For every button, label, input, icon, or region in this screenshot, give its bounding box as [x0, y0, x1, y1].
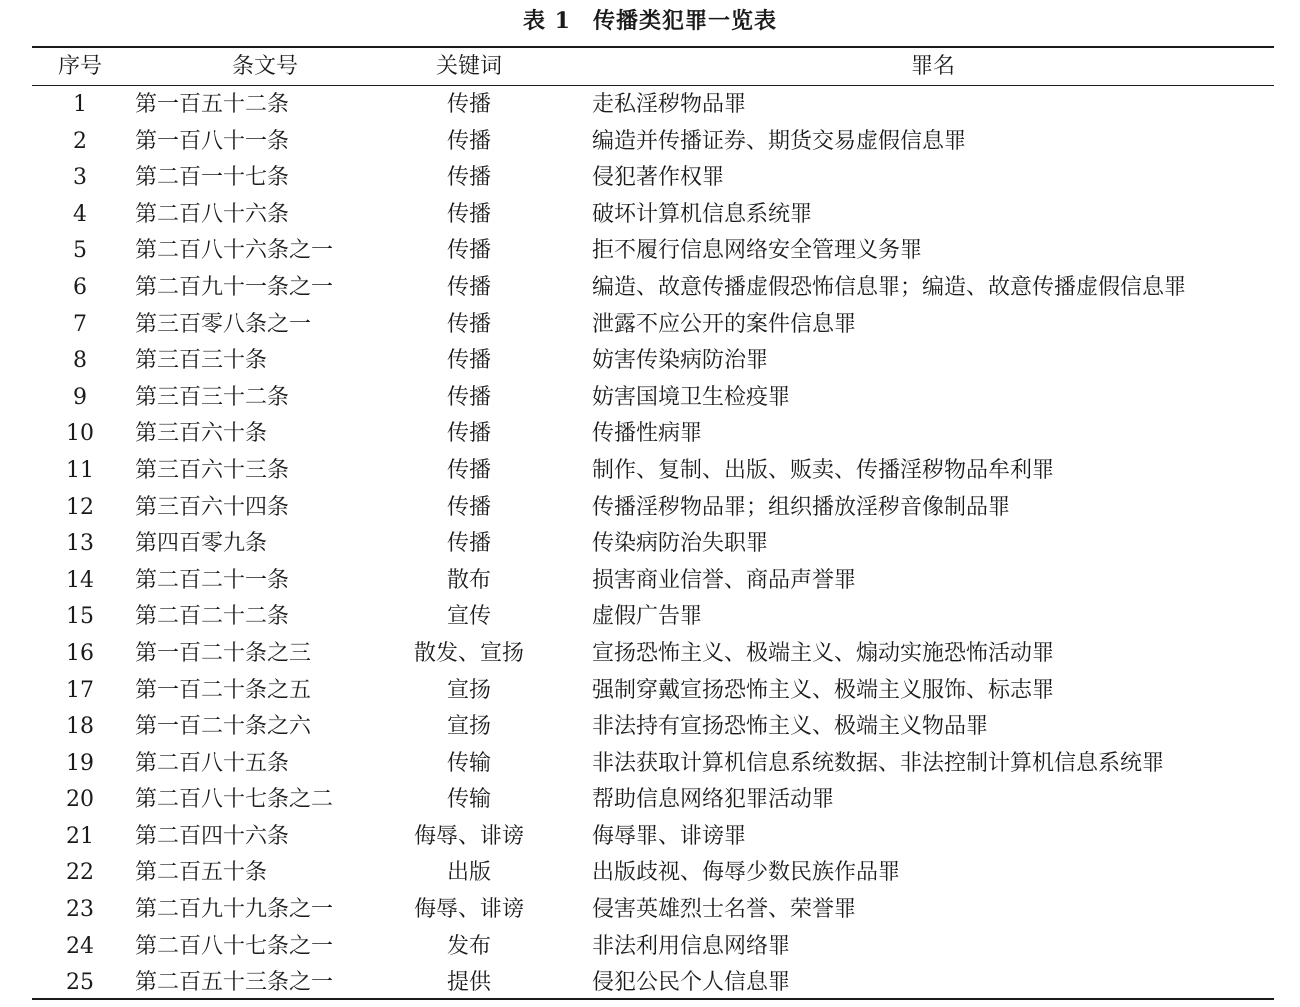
- cell-serial-number: 16: [66, 640, 94, 666]
- cell-crime-name: 侮辱罪、诽谤罪: [592, 823, 747, 849]
- cell-keyword: 散布: [446, 567, 491, 593]
- cell-article-number: 第二百八十六条: [135, 201, 290, 227]
- cell-article-number: 第二百一十七条: [135, 165, 290, 191]
- cell-keyword: 传输: [446, 787, 491, 813]
- table-number: 表 1: [523, 8, 571, 34]
- table-row: [32, 563, 1274, 600]
- cell-serial-number: 20: [66, 787, 94, 813]
- cell-keyword: 侮辱、诽谤: [413, 897, 524, 923]
- cell-serial-number: 11: [66, 457, 94, 483]
- cell-serial-number: 23: [66, 897, 94, 923]
- cell-article-number: 第三百三十条: [135, 348, 268, 374]
- cell-crime-name: 帮助信息网络犯罪活动罪: [592, 787, 835, 813]
- header-crime-name: 罪名: [910, 54, 955, 79]
- cell-article-number: 第二百二十一条: [135, 567, 290, 593]
- cell-crime-name: 制作、复制、出版、贩卖、传播淫秽物品牟利罪: [592, 457, 1055, 483]
- cell-serial-number: 5: [73, 238, 87, 264]
- cell-serial-number: 3: [73, 165, 87, 191]
- table-row: [32, 233, 1274, 270]
- cell-keyword: 传播: [446, 274, 491, 300]
- cell-crime-name: 宣扬恐怖主义、极端主义、煽动实施恐怖活动罪: [592, 640, 1055, 666]
- cell-article-number: 第三百六十三条: [135, 457, 290, 483]
- table-row: [32, 782, 1274, 819]
- cell-serial-number: 14: [66, 567, 94, 593]
- cell-crime-name: 出版歧视、侮辱少数民族作品罪: [592, 860, 901, 886]
- cell-crime-name: 非法利用信息网络罪: [592, 933, 791, 959]
- table-row: [32, 160, 1274, 197]
- table-row: [32, 270, 1274, 307]
- cell-article-number: 第二百九十九条之一: [135, 897, 334, 923]
- cell-crime-name: 走私淫秽物品罪: [592, 92, 747, 117]
- cell-keyword: 侮辱、诽谤: [413, 823, 524, 849]
- cell-serial-number: 17: [66, 677, 94, 703]
- cell-crime-name: 传播性病罪: [592, 421, 703, 447]
- cell-crime-name: 侵害英雄烈士名誉、荣誉罪: [592, 897, 857, 923]
- cell-serial-number: 8: [73, 348, 87, 374]
- table-top-rule: [32, 46, 1274, 48]
- cell-keyword: 传播: [446, 421, 491, 447]
- table-title: 传播类犯罪一览表: [592, 8, 777, 34]
- cell-keyword: 传播: [446, 238, 491, 264]
- table-body: [32, 87, 1274, 1002]
- cell-crime-name: 妨害国境卫生检疫罪: [592, 384, 791, 410]
- table-row: [32, 819, 1274, 856]
- cell-serial-number: 25: [66, 970, 94, 996]
- cell-crime-name: 强制穿戴宣扬恐怖主义、极端主义服饰、标志罪: [592, 677, 1055, 703]
- cell-article-number: 第一百五十二条: [135, 92, 290, 117]
- table-row: [32, 673, 1274, 710]
- cell-keyword: 传播: [446, 457, 491, 483]
- table-row: [32, 929, 1274, 966]
- table-header-rule: [32, 85, 1274, 86]
- cell-serial-number: 1: [73, 92, 87, 117]
- cell-crime-name: 虚假广告罪: [592, 604, 703, 630]
- cell-crime-name: 破坏计算机信息系统罪: [592, 201, 813, 227]
- table-row: [32, 709, 1274, 746]
- cell-crime-name: 非法获取计算机信息系统数据、非法控制计算机信息系统罪: [592, 750, 1165, 776]
- table-row: [32, 307, 1274, 344]
- cell-article-number: 第二百五十三条之一: [135, 970, 334, 996]
- cell-serial-number: 13: [66, 531, 94, 557]
- cell-crime-name: 侵犯著作权罪: [592, 165, 725, 191]
- cell-crime-name: 损害商业信誉、商品声誉罪: [592, 567, 857, 593]
- cell-serial-number: 18: [66, 714, 94, 740]
- cell-keyword: 传播: [446, 348, 491, 374]
- cell-serial-number: 2: [73, 128, 87, 154]
- table-row: [32, 855, 1274, 892]
- table-row: [32, 526, 1274, 563]
- cell-article-number: 第二百八十六条之一: [135, 238, 334, 264]
- cell-article-number: 第二百九十一条之一: [135, 274, 334, 300]
- cell-article-number: 第三百六十条: [135, 421, 268, 447]
- header-article-number: 条文号: [231, 54, 298, 79]
- cell-serial-number: 24: [66, 933, 94, 959]
- cell-serial-number: 7: [73, 311, 87, 337]
- cell-article-number: 第三百六十四条: [135, 494, 290, 520]
- table-row: [32, 892, 1274, 929]
- cell-article-number: 第二百八十七条之二: [135, 787, 334, 813]
- cell-keyword: 传播: [446, 165, 491, 191]
- table-caption: [0, 6, 1300, 36]
- cell-keyword: 传播: [446, 531, 491, 557]
- table-row: [32, 965, 1274, 1002]
- cell-keyword: 传播: [446, 201, 491, 227]
- cell-serial-number: 19: [66, 750, 94, 776]
- table-header-row: [32, 49, 1274, 85]
- header-serial-number: 序号: [57, 54, 102, 79]
- cell-serial-number: 4: [73, 201, 87, 227]
- cell-crime-name: 妨害传染病防治罪: [592, 348, 769, 374]
- cell-article-number: 第一百二十条之六: [135, 714, 312, 740]
- cell-keyword: 传播: [446, 92, 491, 117]
- table-row: [32, 380, 1274, 417]
- cell-keyword: 传播: [446, 384, 491, 410]
- cell-keyword: 传输: [446, 750, 491, 776]
- cell-article-number: 第一百二十条之五: [135, 677, 312, 703]
- cell-article-number: 第一百八十一条: [135, 128, 290, 154]
- cell-serial-number: 9: [73, 384, 87, 410]
- cell-serial-number: 22: [66, 860, 94, 886]
- header-keyword: 关键词: [435, 54, 502, 79]
- cell-article-number: 第一百二十条之三: [135, 640, 312, 666]
- cell-article-number: 第二百五十条: [135, 860, 268, 886]
- crime-table: [32, 49, 1274, 996]
- cell-crime-name: 拒不履行信息网络安全管理义务罪: [592, 238, 923, 264]
- cell-keyword: 传播: [446, 494, 491, 520]
- cell-article-number: 第三百零八条之一: [135, 311, 312, 337]
- cell-crime-name: 泄露不应公开的案件信息罪: [592, 311, 857, 337]
- cell-serial-number: 15: [66, 604, 94, 630]
- cell-keyword: 传播: [446, 311, 491, 337]
- cell-serial-number: 21: [66, 823, 94, 849]
- cell-keyword: 发布: [446, 933, 491, 959]
- cell-serial-number: 12: [66, 494, 94, 520]
- table-row: [32, 343, 1274, 380]
- table-row: [32, 599, 1274, 636]
- cell-article-number: 第二百四十六条: [135, 823, 290, 849]
- cell-serial-number: 10: [66, 421, 94, 447]
- cell-serial-number: 6: [73, 274, 87, 300]
- cell-crime-name: 非法持有宣扬恐怖主义、极端主义物品罪: [592, 714, 989, 740]
- cell-crime-name: 编造并传播证券、期货交易虚假信息罪: [592, 128, 967, 154]
- table-row: [32, 746, 1274, 783]
- cell-article-number: 第二百八十七条之一: [135, 933, 334, 959]
- table-row: [32, 416, 1274, 453]
- cell-keyword: 宣传: [446, 604, 491, 630]
- cell-article-number: 第三百三十二条: [135, 384, 290, 410]
- cell-crime-name: 侵犯公民个人信息罪: [592, 970, 791, 996]
- table-row: [32, 87, 1274, 124]
- cell-crime-name: 编造、故意传播虚假恐怖信息罪；编造、故意传播虚假信息罪: [592, 274, 1187, 300]
- cell-keyword: 宣扬: [446, 714, 491, 740]
- cell-keyword: 提供: [446, 970, 491, 996]
- cell-keyword: 出版: [446, 860, 491, 886]
- table-bottom-rule: [32, 998, 1274, 1000]
- cell-keyword: 散发、宣扬: [413, 640, 524, 666]
- cell-crime-name: 传染病防治失职罪: [592, 531, 769, 557]
- table-row: [32, 197, 1274, 234]
- cell-keyword: 宣扬: [446, 677, 491, 703]
- cell-article-number: 第四百零九条: [135, 531, 268, 557]
- table-row: [32, 453, 1274, 490]
- table-row: [32, 124, 1274, 161]
- cell-keyword: 传播: [446, 128, 491, 154]
- cell-crime-name: 传播淫秽物品罪；组织播放淫秽音像制品罪: [592, 494, 1011, 520]
- table-row: [32, 636, 1274, 673]
- table-row: [32, 490, 1274, 527]
- cell-article-number: 第二百八十五条: [135, 750, 290, 776]
- cell-article-number: 第二百二十二条: [135, 604, 290, 630]
